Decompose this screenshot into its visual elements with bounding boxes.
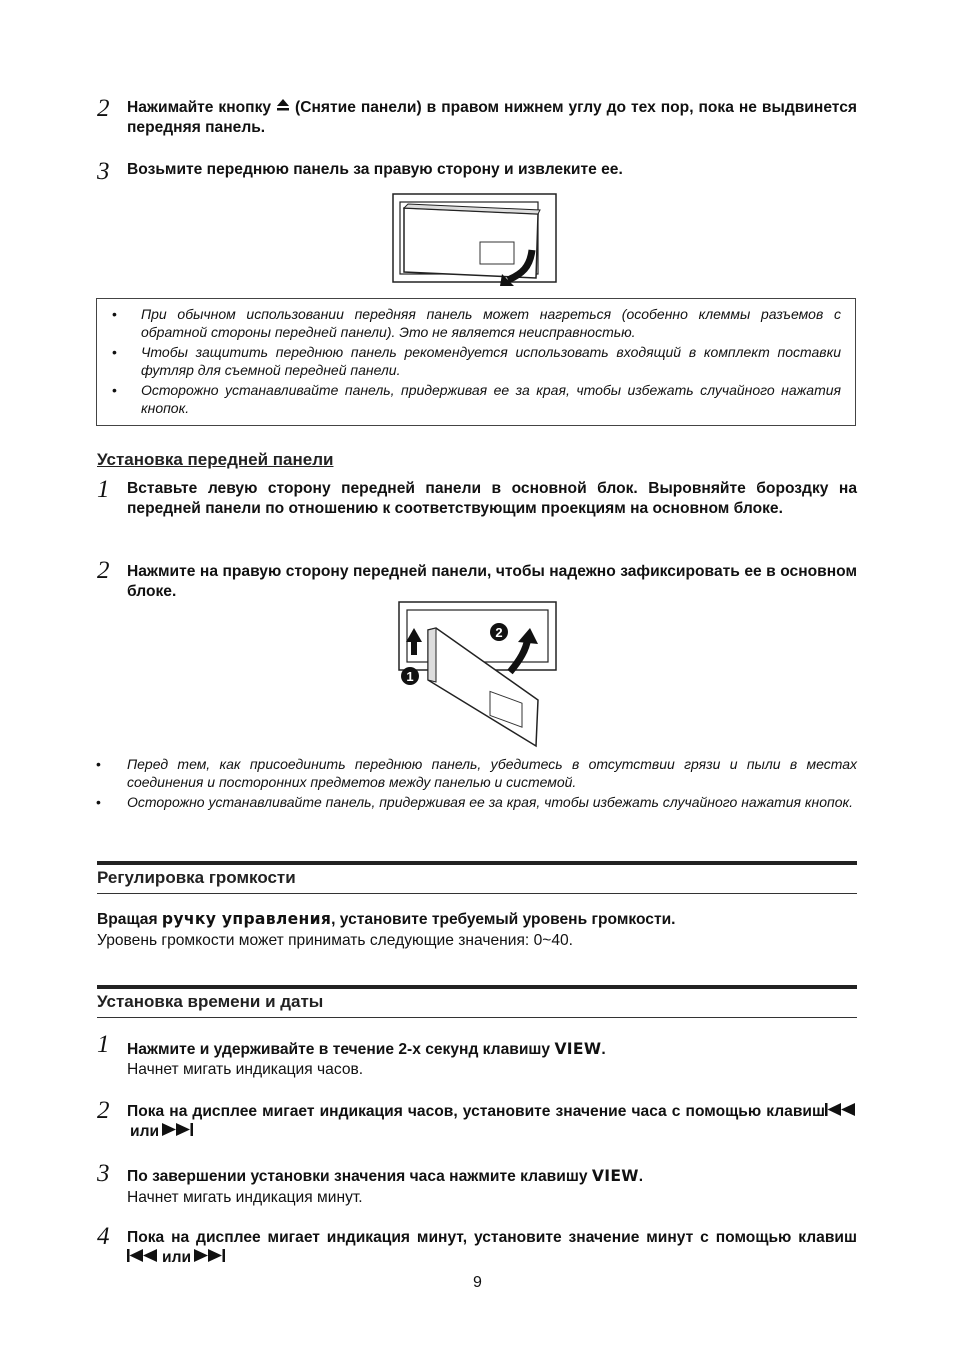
step-text-press-release: Нажимайте кнопку (Снятие панели) в правом нижнем углу до тех пор, пока не выдвинется передняя панель.: [127, 99, 857, 137]
step-number: 2: [97, 557, 110, 584]
note-item: • Перед тем, как присоединить переднюю панель, убедитесь в отсутствии грязи и пыли в местах соединения и посторонних предметов между панелью и системой.: [127, 755, 857, 791]
step-text-hold-view: Нажмите и удерживайте в течение 2-х секунд клавишу VIEW.: [127, 1040, 606, 1058]
step-number: 4: [97, 1223, 110, 1250]
figure-label-2: 2: [495, 625, 503, 640]
step-text-press-view: По завершении установки значения часа нажмите клавишу VIEW.: [127, 1167, 644, 1185]
step-text-insert-left: Вставьте левую сторону передней панели в основной блок. Выровняйте бороздку на передней панели по отношению к соответствующим проекциям на основном блоке.: [127, 480, 857, 517]
figure-label-1: 1: [406, 669, 414, 684]
section-title-volume: Регулировка громкости: [97, 868, 296, 887]
step-number: 3: [97, 1160, 110, 1187]
section-underline: [97, 1017, 857, 1018]
note-item: • Осторожно устанавливайте панель, придерживая ее за края, чтобы избежать случайного нажатия кнопок.: [127, 793, 857, 811]
step-number: 3: [97, 158, 110, 185]
step-subtext: Начнет мигать индикация минут.: [127, 1189, 363, 1206]
section-rule: [97, 861, 857, 865]
note-item: • При обычном использовании передняя панель может нагреться (особенно клеммы разъемов с обратной стороны передней панели). Это не является неисправностью.: [141, 305, 841, 341]
section-underline: [97, 893, 857, 894]
notes-box: [96, 298, 856, 426]
volume-instruction: Вращая ручку управления, установите требуемый уровень громкости.: [97, 910, 676, 928]
page-number: 9: [473, 1274, 482, 1291]
step-number: 2: [97, 1097, 110, 1124]
section-rule: [97, 985, 857, 989]
step-text-take-panel: Возьмите переднюю панель за правую сторону и извлеките ее.: [127, 161, 623, 178]
step-number: 2: [97, 95, 110, 122]
section-title-install: Установка передней панели: [97, 450, 334, 469]
volume-range-text: Уровень громкости может принимать следующие значения: 0~40.: [97, 932, 574, 949]
control-knob-label: ручку управления: [161, 910, 332, 928]
step-subtext: Начнет мигать индикация часов.: [127, 1061, 364, 1078]
skip-forward-icon: [162, 1122, 194, 1142]
step-number: 1: [97, 1031, 110, 1058]
step-number: 1: [97, 476, 110, 503]
figure-panel-removal: [390, 192, 560, 288]
step-text-set-minutes: Пока на дисплее мигает индикация минут, установите значение минут с помощью клавишили: [127, 1229, 857, 1267]
view-key-label: VIEW: [591, 1167, 639, 1185]
eject-icon: [276, 98, 290, 118]
figure-panel-install: [398, 600, 560, 750]
install-notes: [127, 755, 857, 811]
skip-back-icon: [127, 1248, 159, 1268]
step-text-set-hour: Пока на дисплее мигает индикация часов, установите значение часа с помощью клавишили: [127, 1102, 857, 1142]
skip-back-icon: [825, 1102, 857, 1122]
note-item: • Чтобы защитить переднюю панель рекомендуется использовать входящий в комплект поставки футляр для съемной передней панели.: [141, 343, 841, 379]
step-text-press-right: Нажмите на правую сторону передней панели, чтобы надежно зафиксировать ее в основном блоке.: [127, 563, 857, 600]
note-item: • Осторожно устанавливайте панель, придерживая ее за края, чтобы избежать случайного нажатия кнопок.: [141, 381, 841, 417]
view-key-label: VIEW: [554, 1040, 602, 1058]
skip-forward-icon: [194, 1248, 226, 1268]
section-title-time: Установка времени и даты: [97, 992, 324, 1011]
